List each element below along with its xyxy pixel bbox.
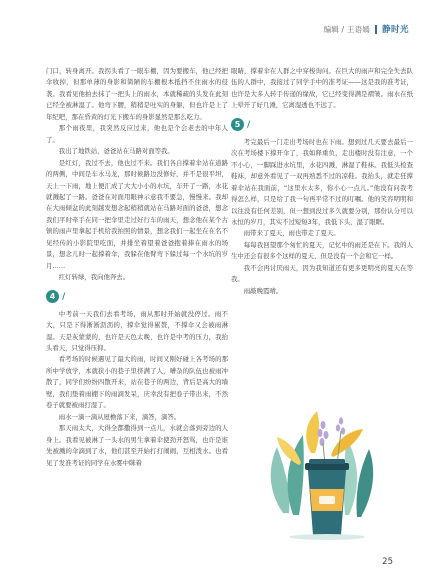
- leaf-icon: [357, 449, 374, 517]
- paragraph: 每每我回望那个匆忙的夏天，记忆中的雨还是在下。我的人生中还会有很多个这样的夏天，但是没有一个会和它一样。: [231, 240, 413, 261]
- paragraph: 雨带来了夏天，雨也带走了夏天。: [243, 229, 340, 238]
- paragraph: 雨敲晚霞晴。: [243, 286, 283, 295]
- section-number-badge: 5: [231, 118, 244, 131]
- paragraph: 考完最后一门走出考场时也在下雨。想到过几天要去最后一次在考场楼下撑开伞了，我如释重负，走出楼时没有注意，一个不小心，一脚踩进水坑里，水花四溅，淋湿了鞋袜。我低头检查鞋袜，却意外看见了一双再熟悉不过的凉鞋。我抬头，就走狂撑着伞站在我面前，“这里水太多，你小心一点儿。”他没有问我考得怎么样，只是给了我一句再平常不过的叮嘱。他的笑容明明和以往没有任何差别，但一想到没过多久就要分别，那份认分可以永恒的岁月，其实不过短短3年，我低下头，湿了眼眶。: [231, 137, 413, 226]
- page-number: 25: [382, 557, 393, 567]
- paragraph: 是红灯，我过不去，他也过不来。我们各自撑着伞站在道路的两侧，中间是车水马龙，那时候路边没修好，并不是很平坦，天上一下雨，地上便汇成了大大小小的水坑，车开了一路，水花就溅起了一路。爸爸在对面用眼神示意我不要急，慢慢来。我却在大雨倾盆的此刻越发想念起稍稍就站在马路对面的爸爸，想念我们平时牵手在同一把伞里走过好行车的雨天，想念他在某个古镇的雨声里拿起手机给我拍照的情景，想念我们一起坐在在名不见经传的小影院里吃面，并排坐着望着爸爸抱着捧在雨水的场景，想念儿时一起撑着伞，我躲在他臂弯下躲过每一个水坑的岁月……: [46, 158, 228, 270]
- paragraph: 中考前一天我们去看考场，雨从那时开始就没停过。雨不大，只是下得淅淅沥沥的，撑伞觉得累赘，不撑伞又会被雨淋湿。天是灰蒙蒙的，也许是天色太晚，也许是中考的压力，我抬头看天，只觉得压抑。: [46, 309, 228, 352]
- left-column: [46, 66, 228, 469]
- section-title: 静时光: [381, 25, 409, 35]
- coffee-cup-with-plants-illustration: [265, 395, 385, 545]
- cup-lid-icon: [305, 463, 349, 470]
- paragraph: 门口，转身离开。我拐头看了一眼车棚，因为要搬车，他已经把伞收掉，但那单薄的身影和简陋的车棚根本抵挡不住雨水的侵袭。我看见他拍去抹了一把头上的雨水，本就稀疏的头发在此刻已经全被淋湿了。他弯下腰，稍稍是吐实的身躯，但也许是上了年纪吧，那在昏黄的灯光下搬车的身影显然是那么吃力。: [46, 67, 228, 121]
- section-number-badge: 4: [46, 290, 59, 303]
- right-column: [231, 66, 413, 297]
- section-number-4: [46, 287, 228, 307]
- paragraph: 我不会再讨厌雨天，因为我知道还有更多更明亮的夏天在等我。: [231, 263, 413, 284]
- leaf-icon: [271, 447, 290, 513]
- section-slash: /: [62, 291, 66, 302]
- paragraph: 眼睛，撑着伞在人群之中穿梭询问。在巨大的雨声和完全失去队伍的人群中，我接过了同学手中的准考证——这是我的准考证，也许是大多人转手传递的缘故，它已经变得满是褶皱。雨水在纸上晕开了好几滩，它离湿透也不远了。: [231, 67, 413, 110]
- page-header: [324, 22, 409, 36]
- leaf-icon: [344, 439, 357, 515]
- header-divider: [375, 25, 377, 34]
- paragraph: 看考场的时候遇见了最大的雨，时间又刚好碰上各考场的那所中学放学，本就狭小的巷子里挤满了人，嘈杂的队伍也被雨冲散了，同学们纷纷四散开来，站在巷子的两边，背后是高大的墙壁，我们垫着雨棚下的雨滴发呆，庆幸没有把卷子带出来，不然卷子就要被雨打湿了。: [46, 355, 228, 410]
- paragraph: 雨水一滴一滴从屋檐落下来，滴答，滴答。: [58, 412, 181, 421]
- paragraph: 那个雨夜里，我突然反应过来，他也是个会老去的中年人了。: [46, 124, 228, 144]
- paragraph: 那天雨太大，大得全都撒得到一点儿，水就会落到旁边的人身上。我看见被淋了一头水的男生拿着伞使劲开怒骂，也许是谁先被溅的伞滴到了水，他们甚至开始打打闹闹，互相泼水。也看见了发准考证的同学在水雾中眯着: [46, 424, 228, 467]
- yellow-leaf-icon: [306, 411, 319, 453]
- paragraph: 红灯转绿，我向他奔去。: [58, 273, 130, 282]
- editor-credit: 编辑 / 王语嫣: [323, 24, 370, 34]
- paragraph: 我出了地铁站，爸爸站在马路对面等我。: [58, 147, 174, 156]
- section-number-5: [231, 115, 413, 135]
- section-slash: /: [247, 119, 251, 130]
